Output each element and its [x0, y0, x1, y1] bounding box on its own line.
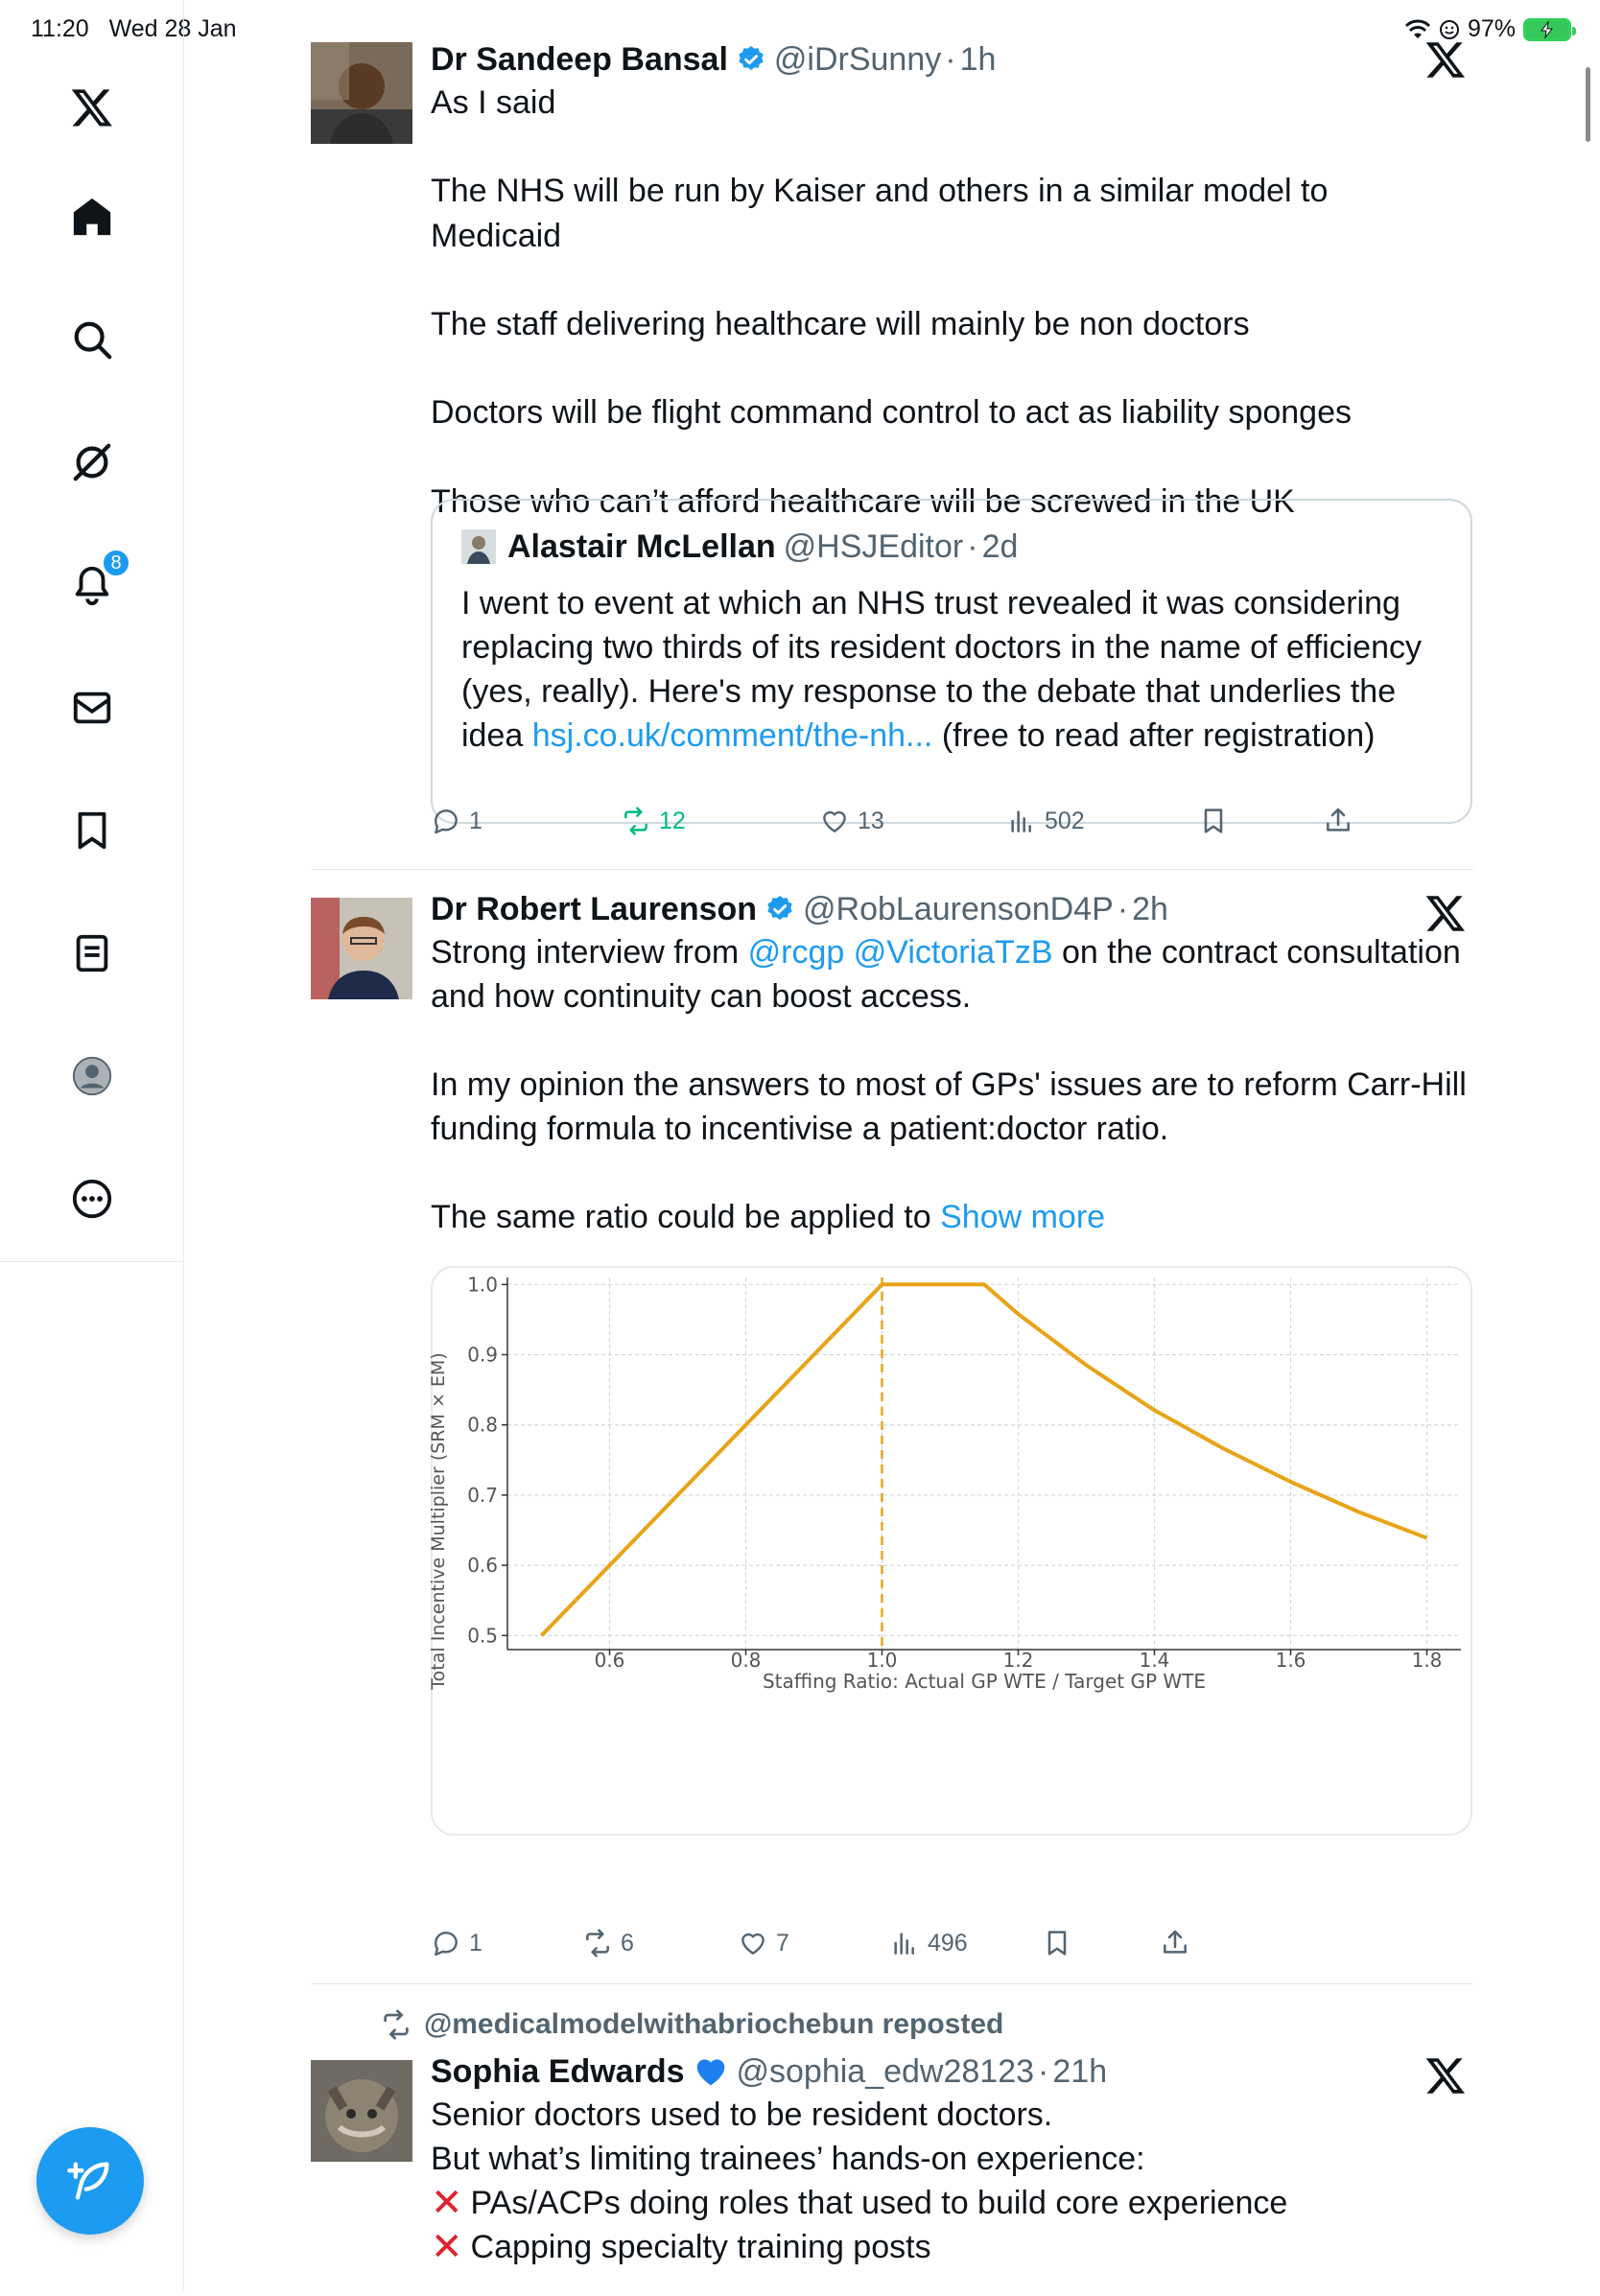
like-count: 7 — [776, 1929, 789, 1956]
repost-count: 6 — [621, 1929, 634, 1956]
views-button[interactable] — [1006, 806, 1085, 836]
wifi-icon — [1404, 19, 1431, 40]
cross-mark-icon: ✕ — [431, 2226, 463, 2268]
like-button[interactable] — [819, 806, 884, 836]
analytics-icon — [889, 1928, 920, 1958]
mention-link[interactable]: @VictoriaTzB — [853, 934, 1053, 971]
verified-badge-icon — [736, 44, 766, 75]
quoted-text: I went to event at which an NHS trust revealed it was considering replacing two thirds of its resident doctors in the name of efficiency (yes, really). Here's my response to the debate that underlies the idea hsj.co.uk/comment/the-nh... (free to read after registration) — [461, 585, 1431, 754]
reply-icon — [431, 1928, 461, 1958]
bookmark-button[interactable] — [1042, 1928, 1072, 1958]
x-tick-label: 1.8 — [1411, 1649, 1443, 1672]
reply-count: 1 — [469, 807, 482, 834]
blue-heart-emoji-icon — [693, 2053, 729, 2090]
quoted-tweet[interactable]: Alastair McLellan @HSJEditor · 2d I went to event at which an NHS trust revealed it was considering replacing two thirds of its resident doctors in the name of efficiency (yes, really). Here's my response to the debate that underlies the idea hsj.co.uk/comment/the-nh... (free to read after registration) — [431, 499, 1472, 824]
y-axis-label: Total Incentive Multiplier (SRM × EM) — [428, 1352, 449, 1690]
battery-percent: 97% — [1467, 15, 1516, 42]
view-count: 502 — [1045, 807, 1085, 834]
tweet[interactable]: @medicalmodelwithabriochebun reposted Sophia Edwards @sophia_edw28123 · 21h Senior doctors used to be resident doctors. But what’s limiting trainees’ hands-on experience: ✕ PAs/ACPs doing roles that used to build core experience ✕ Capping specialty training posts — [184, 2008, 1470, 2296]
tweet-divider — [311, 869, 1473, 870]
analytics-icon — [1006, 806, 1037, 836]
x-tick-label: 1.2 — [1002, 1649, 1034, 1672]
share-button[interactable] — [1323, 806, 1353, 836]
author-handle[interactable]: @sophia_edw28123 — [736, 2053, 1035, 2090]
author-handle[interactable]: @iDrSunny — [773, 41, 942, 78]
x-tick-label: 1.0 — [866, 1649, 898, 1672]
tweet-time[interactable]: 1h — [959, 41, 997, 78]
status-time: 11:20 — [31, 15, 89, 42]
reply-button[interactable] — [431, 806, 482, 836]
y-tick-label: 0.7 — [467, 1483, 498, 1507]
y-tick-label: 1.0 — [467, 1273, 498, 1297]
quoted-link[interactable]: hsj.co.uk/comment/the-nh... — [531, 717, 933, 754]
tweet-actions — [431, 1924, 1467, 1962]
share-icon — [1160, 1928, 1190, 1958]
quoted-time: 2d — [981, 528, 1019, 565]
status-date: Wed 28 Jan — [108, 15, 237, 42]
share-icon — [1323, 806, 1353, 836]
compose-feather-icon — [65, 2156, 115, 2206]
heart-icon — [819, 806, 850, 836]
tweet-text: As I said The NHS will be run by Kaiser and others in a similar model to Medicaid The staff delivering healthcare will mainly be non doctors Doctors will be flight command control to act as liability sponges Those who can’t afford healthcare will be screwed in the UK — [431, 84, 1352, 520]
reply-count: 1 — [469, 1929, 482, 1956]
profile-icon[interactable] — [67, 1051, 117, 1101]
more-options-icon[interactable] — [67, 1174, 117, 1224]
x-axis-label: Staffing Ratio: Actual GP WTE / Target GP WTE — [762, 1670, 1207, 1693]
x-tick-label: 0.6 — [594, 1649, 625, 1672]
sidebar — [0, 0, 184, 2290]
reply-button[interactable] — [431, 1928, 482, 1958]
bullet-item: ✕ PAs/ACPs doing roles that used to build core experience — [431, 2182, 1288, 2224]
x-grok-icon[interactable] — [1424, 38, 1467, 81]
home-icon[interactable] — [67, 192, 117, 242]
x-grok-icon[interactable] — [1424, 2054, 1467, 2097]
repost-label — [380, 2008, 1003, 2041]
series-line — [542, 1284, 1427, 1635]
tweet[interactable]: Dr Sandeep Bansal @iDrSunny · 1h As I said The NHS will be run by Kaiser and others in a similar model to Medicaid The staff delivering healthcare will mainly be non doctors Doctors will be flight command control to act as liability sponges Those who can’t afford healthcare will be screwed in the UK Alastair McLellan @HSJEditor · 2d I went to event at which an NHS trust revealed it was considering replacing two thirds of its resident doctors in the name of efficiency (yes, really). Here's my response to the debate that underlies the idea hsj.co.uk/comment/the-nh... (free to read after registration) 1 12 13 502 — [184, 38, 1470, 863]
heart-icon — [738, 1928, 768, 1958]
author-handle[interactable]: @RobLaurensonD4P — [803, 891, 1114, 927]
quoted-author-name: Alastair McLellan — [507, 528, 776, 565]
tweet-time[interactable]: 2h — [1132, 891, 1168, 927]
cross-mark-icon: ✕ — [431, 2182, 463, 2224]
repost-button[interactable] — [621, 806, 686, 836]
grok-icon[interactable] — [67, 437, 117, 487]
x-tick-label: 0.8 — [730, 1649, 762, 1672]
x-grok-icon[interactable] — [1424, 892, 1467, 934]
y-tick-label: 0.5 — [467, 1624, 498, 1648]
lists-icon[interactable] — [67, 928, 117, 978]
share-button[interactable] — [1160, 1928, 1190, 1958]
repost-icon — [582, 1928, 613, 1958]
repost-button[interactable] — [582, 1928, 634, 1958]
author-name[interactable]: Dr Robert Laurenson — [431, 891, 758, 927]
tweet[interactable]: Dr Robert Laurenson @RobLaurensonD4P · 2h Strong interview from @rcgp @VictoriaTzB on the contract consultation and how continuity can boost access. In my opinion the answers to most of GPs' issues are to reform Carr-Hill funding formula to incentivise a patient:doctor ratio. The same ratio could be applied to Show more 0.6 0.8 1.0 1.2 1.4 1.6 1.8 0.5 0.6 0.7 0.8 0.9 1.0 Staffing Ratio: Actual GP WTE / Target GP WTE Total Incentive Multiplier (SRM × EM) 1 6 7 496 — [184, 888, 1470, 1962]
views-button[interactable] — [889, 1928, 968, 1958]
avatar[interactable] — [311, 42, 412, 144]
show-more-link[interactable]: Show more — [940, 1199, 1106, 1235]
repost-count: 12 — [659, 807, 686, 834]
bookmark-icon — [1042, 1928, 1072, 1958]
view-count: 496 — [928, 1929, 968, 1956]
compose-button[interactable] — [36, 2127, 144, 2235]
like-count: 13 — [858, 807, 884, 834]
quoted-author-handle: @HSJEditor — [783, 528, 964, 565]
author-name[interactable]: Dr Sandeep Bansal — [431, 41, 728, 78]
y-tick-label: 0.8 — [467, 1413, 498, 1437]
focus-icon — [1439, 19, 1460, 40]
reply-icon — [431, 806, 461, 836]
chart-image[interactable] — [428, 1266, 1472, 1836]
battery-icon — [1523, 18, 1571, 41]
notifications-bell-icon[interactable] — [67, 551, 122, 610]
sidebar-divider — [0, 1261, 184, 1262]
like-button[interactable] — [738, 1928, 789, 1958]
scrollbar[interactable] — [1586, 67, 1590, 142]
x-logo-icon[interactable] — [67, 82, 117, 132]
messages-icon[interactable] — [67, 683, 117, 733]
repost-icon — [621, 806, 651, 836]
x-tick-label: 1.6 — [1275, 1649, 1306, 1672]
tweet-text-line: But what’s limiting trainees’ hands-on experience: — [431, 2141, 1145, 2177]
bookmark-button[interactable] — [1198, 806, 1229, 836]
avatar[interactable] — [311, 898, 412, 999]
mention-link[interactable]: @rcgp — [747, 934, 845, 971]
y-tick-label: 0.9 — [467, 1343, 498, 1367]
x-tick-label: 1.4 — [1139, 1649, 1170, 1672]
notifications-badge: 8 — [102, 549, 130, 577]
line-chart — [428, 1268, 1474, 1838]
y-tick-label: 0.6 — [467, 1554, 498, 1578]
tweet-divider — [311, 1983, 1473, 1984]
repost-icon — [380, 2008, 412, 2041]
verified-badge-icon — [765, 894, 795, 925]
avatar[interactable] — [311, 2060, 412, 2162]
bookmark-icon — [1198, 806, 1229, 836]
bullet-item: ✕ Capping specialty training posts — [431, 2226, 931, 2268]
tweet-text: Strong interview from @rcgp @VictoriaTzB on the contract consultation and how continuity can boost access. In my opinion the answers to most of GPs' issues are to reform Carr-Hill funding formula to incentivise a patient:doctor ratio. The same ratio could be applied to Show more — [431, 934, 1467, 1235]
quoted-avatar — [461, 529, 496, 564]
search-icon[interactable] — [67, 315, 117, 364]
tweet-text-line: Senior doctors used to be resident doctors. — [431, 2097, 1053, 2133]
repost-label-text[interactable]: @medicalmodelwithabriochebun reposted — [424, 2008, 1004, 2040]
tweet-actions — [431, 802, 1467, 840]
author-name[interactable]: Sophia Edwards — [431, 2053, 685, 2090]
tweet-time[interactable]: 21h — [1052, 2053, 1108, 2090]
bookmarks-icon[interactable] — [67, 806, 117, 855]
